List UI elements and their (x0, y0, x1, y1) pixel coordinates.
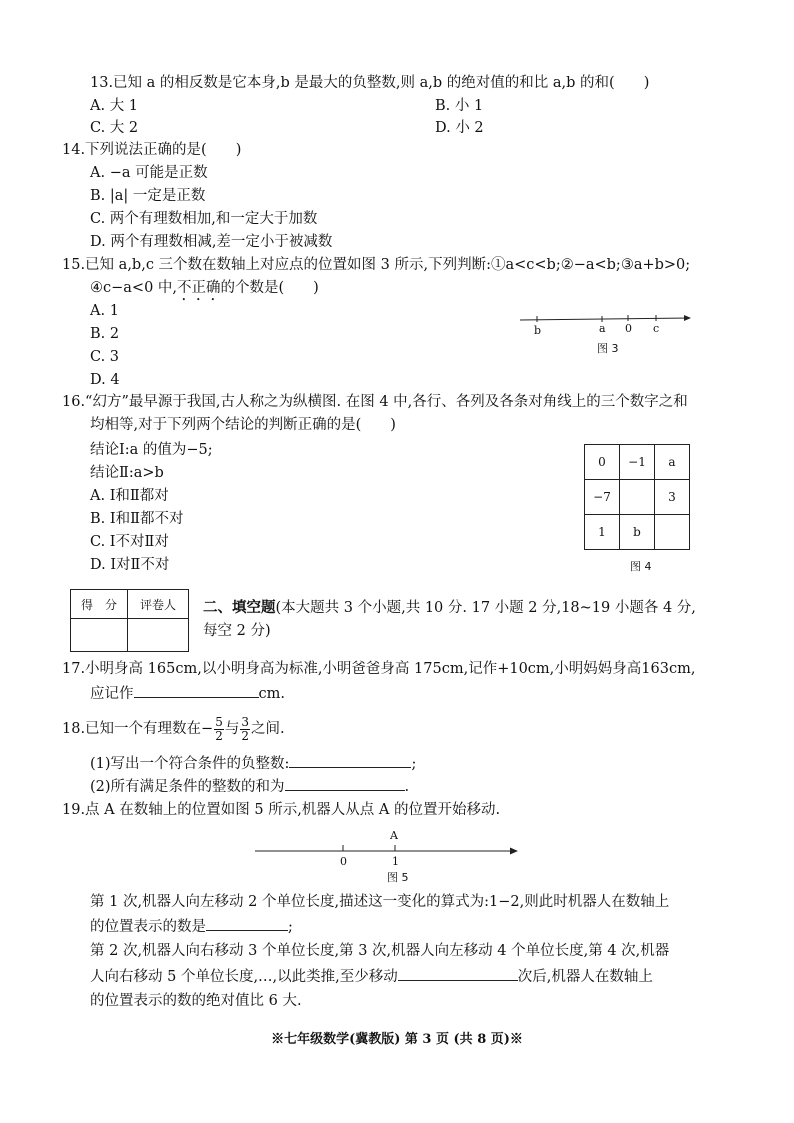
section2-desc-line2: 每空 2 分) (203, 623, 271, 639)
q18-f1-num: 5 (215, 714, 223, 729)
q15-stem-line2 (90, 278, 319, 304)
q17-line1: 17.小明身高 165cm,以小明身高为标准,小明爸爸身高 175cm,记作+10cm,小明妈妈身高163cm, (62, 661, 696, 677)
q15-option-b: B. 2 (90, 326, 120, 342)
q18-stem (62, 714, 285, 744)
q19-answer-blank-1[interactable] (206, 916, 288, 931)
grader-cell[interactable] (128, 619, 189, 652)
q18-fraction-2 (240, 716, 250, 743)
q15-stem2-emphasis: 不正确 (177, 280, 221, 296)
q17-line2-pre: 应记作 (90, 686, 134, 702)
q16-option-c: C. Ⅰ不对Ⅱ对 (90, 534, 169, 550)
q19-para1: 第 1 次,机器人向左移动 2 个单位长度,描述这一变化的算式为:1−2,则此时机器人在数轴上 (90, 894, 670, 910)
score-header: 得 分 (71, 590, 128, 619)
q18-post: 之间. (251, 721, 285, 737)
q14-option-d: D. 两个有理数相减,差一定小于被减数 (90, 234, 333, 250)
fig3-label-b: b (534, 324, 542, 337)
fig5-tick-zero: 0 (340, 855, 347, 868)
q18-sub1-text: (1)写出一个符合条件的负整数: (90, 756, 290, 772)
q19-para2 (90, 916, 293, 937)
section2-desc-line1: (本大题共 3 个小题,共 10 分. 17 小题 2 分,18~19 小题各 4 分, (275, 600, 696, 616)
q18-f2-den: 2 (241, 728, 249, 743)
q19-para2-post: ; (288, 919, 293, 935)
q17-line2 (90, 683, 285, 704)
fig3-label-a: a (599, 322, 606, 335)
q13-option-b: B. 小 1 (435, 98, 484, 114)
q18-sub2-end: . (404, 779, 410, 795)
q18-fraction-1 (214, 716, 224, 743)
fig5-point-a: A (390, 829, 398, 842)
q16-conclusion-1: 结论Ⅰ:a 的值为−5; (90, 442, 213, 458)
q17-answer-blank[interactable] (134, 683, 259, 698)
q17-line2-post: cm. (258, 686, 285, 702)
q19-para3: 第 2 次,机器人向右移动 3 个单位长度,第 3 次,机器人向左移动 4 个单位长度,第 4 次,机器 (90, 943, 670, 959)
q16-conclusion-2: 结论Ⅱ:a>b (90, 465, 164, 481)
magic-cell (620, 480, 655, 515)
q19-para4-post: 次后,机器人在数轴上 (517, 969, 653, 985)
grader-header: 评卷人 (128, 590, 189, 619)
q18-sub2 (90, 776, 409, 797)
q18-sub1-end: ; (411, 756, 417, 772)
figure4-caption: 图 4 (630, 560, 652, 573)
q19-stem: 19.点 A 在数轴上的位置如图 5 所示,机器人从点 A 的位置开始移动. (62, 802, 501, 818)
magic-cell: 1 (585, 515, 620, 550)
q15-stem2-post: 的个数是( ) (220, 280, 319, 296)
q19-para4-pre: 人向右移动 5 个单位长度,…,以此类推,至少移动 (90, 969, 398, 985)
q18-sub1-blank[interactable] (289, 753, 411, 768)
magic-cell: 3 (655, 480, 690, 515)
q13-stem: 13.已知 a 的相反数是它本身,b 是最大的负整数,则 a,b 的绝对值的和比 a,b 的和( ) (90, 75, 650, 91)
q15-option-c: C. 3 (90, 349, 120, 365)
q18-mid: 与 (224, 721, 240, 737)
q14-option-b: B. |a| 一定是正数 (90, 188, 206, 204)
magic-cell: a (655, 445, 690, 480)
fig3-label-zero: 0 (625, 322, 632, 335)
q19-para2-pre: 的位置表示的数是 (90, 919, 206, 935)
magic-cell: −1 (620, 445, 655, 480)
q16-option-b: B. Ⅰ和Ⅱ都不对 (90, 511, 184, 527)
q16-stem-line1: 16.“幻方”最早源于我国,古人称之为纵横图. 在图 4 中,各行、各列及各条对角线上的三个数字之和 (62, 394, 688, 410)
q15-option-a: A. 1 (90, 303, 119, 319)
q19-para4 (90, 966, 653, 987)
q18-sub1 (90, 753, 416, 774)
magic-cell: b (620, 515, 655, 550)
q15-stem-line1: 15.已知 a,b,c 三个数在数轴上对应点的位置如图 3 所示,下列判断:①a<c<b;②−a<b;③a+b>0; (62, 257, 691, 273)
magic-cell: 0 (585, 445, 620, 480)
score-box (70, 589, 189, 652)
section2-heading (203, 598, 696, 618)
figure5-number-line (250, 824, 525, 868)
fig5-tick-one: 1 (392, 855, 399, 868)
q19-answer-blank-2[interactable] (398, 966, 518, 981)
q14-option-c: C. 两个有理数相加,和一定大于加数 (90, 211, 318, 227)
score-cell[interactable] (71, 619, 128, 652)
q14-stem: 14.下列说法正确的是( ) (62, 142, 242, 158)
figure3-number-line (515, 308, 700, 338)
q18-sub2-text: (2)所有满足条件的整数的和为 (90, 779, 285, 795)
magic-cell: −7 (585, 480, 620, 515)
q13-option-c: C. 大 2 (90, 120, 139, 136)
q18-pre: 18.已知一个有理数在− (62, 721, 214, 737)
fig3-label-c: c (653, 322, 660, 335)
q16-stem-line2: 均相等,对于下列两个结论的判断正确的是( ) (90, 417, 396, 433)
q16-option-a: A. Ⅰ和Ⅱ都对 (90, 488, 169, 504)
q18-f1-den: 2 (215, 728, 223, 743)
q13-option-a: A. 大 1 (90, 98, 139, 114)
q18-f2-num: 3 (241, 714, 249, 729)
q14-option-a: A. −a 可能是正数 (90, 165, 208, 181)
q19-para5: 的位置表示的数的绝对值比 6 大. (90, 993, 302, 1009)
section2-title: 二、填空题 (203, 599, 276, 616)
magic-cell (655, 515, 690, 550)
q16-option-d: D. Ⅰ对Ⅱ不对 (90, 557, 170, 573)
q13-option-d: D. 小 2 (435, 120, 484, 136)
q18-sub2-blank[interactable] (285, 776, 405, 791)
page-footer: ※七年级数学(冀教版) 第 3 页 (共 8 页)※ (271, 1032, 523, 1047)
figure5-caption: 图 5 (387, 871, 409, 884)
figure4-magic-square (584, 444, 690, 550)
q15-option-d: D. 4 (90, 372, 120, 388)
q15-stem2-pre: ④c−a<0 中, (90, 280, 178, 296)
figure3-caption: 图 3 (597, 342, 619, 355)
